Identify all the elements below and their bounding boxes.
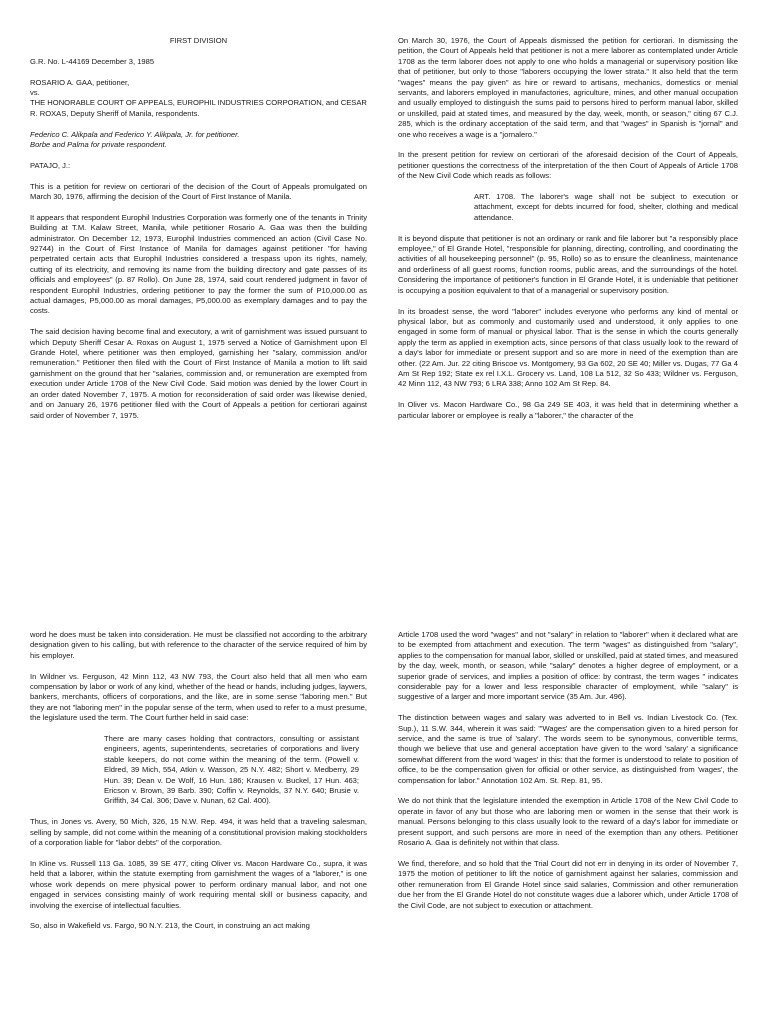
page-gap [0, 590, 768, 622]
paragraph: The distinction between wages and salary was adverted to in Bell vs. Indian Livestock Co. (Tex. Sup.), 11 S.W. 344, wherein it was said: "'Wages' are the compensation given to a hired person for service, and the same is true of 'salary'. The words seem to be synonymous, convertible terms, though we believe that use and general acceptation have given to the word 'salary' a significance somewhat different from the word 'wages' in this: that the former is understood to relate to position of office, to be the compensation given for official or other service, as distinguished from 'wages', the compensation for labor." Annotation 102 Am. St. Rep. 81, 95. [398, 713, 738, 785]
counsel-petitioner: Federico C. Alikpala and Federico Y. Alikpala, Jr. for petitioner. [30, 129, 240, 139]
gr-number: G.R. No. L-44169 December 3, 1985 [30, 56, 155, 66]
document-page-2 [0, 622, 768, 1024]
block-quote: ART. 1708. The laborer's wage shall not be subject to execution or attachment, except for debts incurred for food, shelter, clothing and medical attendance. [474, 192, 738, 222]
paragraph: It is beyond dispute that petitioner is not an ordinary or rank and file laborer but "a responsibly place employee," of El Grande Hotel, "responsible for planning, directing, controlling, and coordinating the activities of all housekeeping personnel" (p. 95, Rollo) so as to ensure the cleanliness, maintenance and orderliness of all guest rooms, function rooms, public areas, and the surroundings of the hotel. Considering the importance of petitioner's function in El Grande Hotel, it is undeniable that petitioner is occupying a position equivalent to that of a managerial or supervisory position. [398, 233, 738, 295]
paragraph: In its broadest sense, the word "laborer" includes everyone who performs any kind of mental or physical labor, but as commonly and customarily used and understood, it only applies to one engaged in some form of manual or physical labor. That is the sense in which the courts generally apply the term as applied in exemption acts, since persons of that class usually look to the reward of a day's labor for immediate or present support and so are more in need of the exemption than are other. (22 Am. Jur. 22 citing Briscoe vs. Montgomery, 93 Ga 602, 20 SE 40; Miller vs. Dugas, 77 Ga 4 Am St Rep 192; State ex rel I.X.L. Grocery vs. Land, 108 La 512, 32 So 433; Wildner vs. Ferguson, 42 Minn 112, 43 NW 793; 6 LRA 338; Anno 102 Am St Rep. 84. [398, 306, 738, 389]
block-quote: There are many cases holding that contractors, consulting or assistant engineers, agents, superintendents, secretaries of corporations and livery stable keepers, do not come within the meaning of the term. (Powell v. Eldred, 39 Mich, 554, Atkin v. Wasson, 25 N.Y. 482; Short v. Medberry, 29 Hun. 39; Dean v. De Wolf, 16 Hun. 186; Krausen v. Buckel, 17 Hun. 463; Ericson v. Brown, 39 Barb. 390; Coffin v. Reynolds, 37 N.Y. 640; Brusie v. Griffith, 34 Cal. 306; Dave v. Nunan, 62 Cal. 400). [104, 734, 359, 806]
paragraph: Thus, in Jones vs. Avery, 50 Mich, 326, 15 N.W. Rep. 494, it was held that a traveling salesman, selling by sample, did not come within the meaning of a constitutional provision making stockholders of a corporation liable for "labor debts" of the corporation. [30, 817, 367, 848]
petitioner-line: ROSARIO A. GAA, petitioner, [30, 77, 130, 87]
respondents-line: THE HONORABLE COURT OF APPEALS, EUROPHIL INDUSTRIES CORPORATION, and CESAR R. ROXAS, Deputy Sheriff of Manila, respondents. [30, 98, 367, 118]
ponente: PATAJO, J.: [30, 160, 71, 170]
paragraph: In Kline vs. Russell 113 Ga. 1085, 39 SE 477, citing Oliver vs. Macon Hardware Co., supra, it was held that a laborer, within the statute exempting from garnishment the wages of a "laborer," is one whose work depends on mere physical power to perform ordinary manual labor, and not one engaged in services consisting mainly of work requiring mental skill or business capacity, and involving the exercise of intellectual faculties. [30, 858, 367, 910]
page1-right-column [398, 36, 738, 431]
paragraph: We do not think that the legislature intended the exemption in Article 1708 of the New Civil Code to operate in favor of any but those who are laboring men or women in the sense that their work is manual. Persons belonging to this class usually look to the reward of a day's labor for immediate or present support, and such persons are more in need of the exemption than any others. Petitioner Rosario A. Gaa is definitely not within that class. [398, 796, 738, 848]
paragraph: So, also in Wakefield vs. Fargo, 90 N.Y. 213, the Court, in construing an act making [30, 921, 310, 931]
paragraph: It appears that respondent Europhil Industries Corporation was formerly one of the tenants in Trinity Building at T.M. Kalaw Street, Manila, while petitioner Rosario A. Gaa was then the building administrator. On December 12, 1973, Europhil Industries commenced an action (Civil Case No. 92744) in the Court of First Instance of Manila for damages against petitioner "for having perpetrated certain acts that Europhil Industries considered a trespass upon its rights, namely, cutting of its electricity, and removing its name from the building directory and gate passes of its officials and employees" (p. 87 Rollo). On June 28, 1974, said court rendered judgment in favor of respondent Europhil Industries, ordering petitioner to pay the former the sum of P10,000.00 as actual damages, P5,000.00 as moral damages, P5,000.00 as exemplary damages and to pay the costs. [30, 212, 367, 316]
paragraph: The said decision having become final and executory, a writ of garnishment was issued pursuant to which Deputy Sheriff Cesar A. Roxas on August 1, 1975 served a Notice of Garnishment upon El Grande Hotel, where petitioner was then employed, garnishing her "salary, commission and/or remuneration." Petitioner then filed with the Court of First Instance of Manila a motion to lift said garnishment on the ground that her "salaries, commission and, or remuneration are exempted from execution under Article 1708 of the New Civil Code. Said motion was denied by the lower Court in an order dated November 7, 1975. A motion for reconsideration of said order was likewise denied, and on January 26, 1976 petitioner filed with the Court of Appeals a petition for certiorari against said order of November 7, 1975. [30, 327, 367, 420]
case-parties [30, 78, 367, 120]
paragraph: In the present petition for review on certiorari of the aforesaid decision of the Court of Appeals, petitioner questions the correctness of the interpretation of the then Court of Appeals of Article 1708 of the New Civil Code which reads as follows: [398, 150, 738, 181]
paragraph: In Wildner vs. Ferguson, 42 Minn 112, 43 NW 793, the Court also held that all men who earn compensation by labor or work of any kind, whether of the head or hands, including judges, laywers, bankers, merchants, officers of corporations, and the like, are in some sense "laboring men." But they are not "laboring men" in the popular sense of the term, when used to refer to a must presume, the legislature used the term. The Court further held in said case: [30, 671, 367, 723]
counsel-respondent: Borbe and Palma for private respondent. [30, 140, 167, 150]
paragraph: This is a petition for review on certiorari of the decision of the Court of Appeals promulgated on March 30, 1976, affirming the decision of the Court of First Instance of Manila. [30, 181, 367, 202]
division-heading: FIRST DIVISION [169, 36, 228, 45]
page2-left-column [30, 630, 367, 942]
paragraph: We find, therefore, and so hold that the Trial Court did not err in denying in its order of November 7, 1975 the motion of petitioner to lift the notice of garnishment against her salaries, commission and other remuneration from El Grande Hotel since said salaries, Commission and other remuneration due her from the El Grande Hotel do not constitute wages due a laborer which, under Article 1708 of the Civil Code, are not subject to execution or attachment. [398, 858, 738, 910]
vs-line: vs. [30, 88, 40, 97]
page2-right-column [398, 630, 738, 921]
paragraph: Article 1708 used the word "wages" and not "salary" in relation to "laborer" when it declared what are to be exempted from attachment and execution. The term "wages" as distinguished from "salary", applies to the compensation for manual labor, skilled or unskilled, paid at stated times, and measured by the day, week, month, or season, while "salary" denotes a higher degree of employment, or a superior grade of services, and implies a position of office: by contrast, the term wages " indicates considerable pay for a lower and less responsible character of employment, while "salary" is suggestive of a larger and more important service (35 Am. Jur. 496). [398, 630, 738, 702]
paragraph: word he does must be taken into consideration. He must be classified not according to the arbitrary designation given to his calling, but with reference to the character of the service required of him by his employer. [30, 630, 367, 660]
paragraph: In Oliver vs. Macon Hardware Co., 98 Ga 249 SE 403, it was held that in determining whether a particular laborer or employee is really a "laborer," the character of the [398, 400, 738, 420]
page1-left-column [30, 36, 367, 431]
counsel-block [30, 130, 367, 151]
paragraph: On March 30, 1976, the Court of Appeals dismissed the petition for certiorari. In dismissing the petition, the Court of Appeals held that petitioner is not a mere laborer as contemplated under Article 1708 as the term laborer does not apply to one who holds a managerial or supervisory position like that of petitioner, but only to those "laborers occupying the lower strata." It also held that the term "wages" means the pay given" as hire or reward to artisans, mechanics, domestics or menial servants, and laborers employed in manufactories, agriculture, mines, and other manual occupation and usually employed to distinguish the sums paid to persons hired to perform manual labor, skilled or unskilled, paid at stated times, and measured by the day, week, month, or season," citing 67 C.J. 285, which is the ordinary acceptation of the said term, and that "wages" in Spanish is "jornal" and one who receives a wage is a "jornalero." [398, 36, 738, 139]
